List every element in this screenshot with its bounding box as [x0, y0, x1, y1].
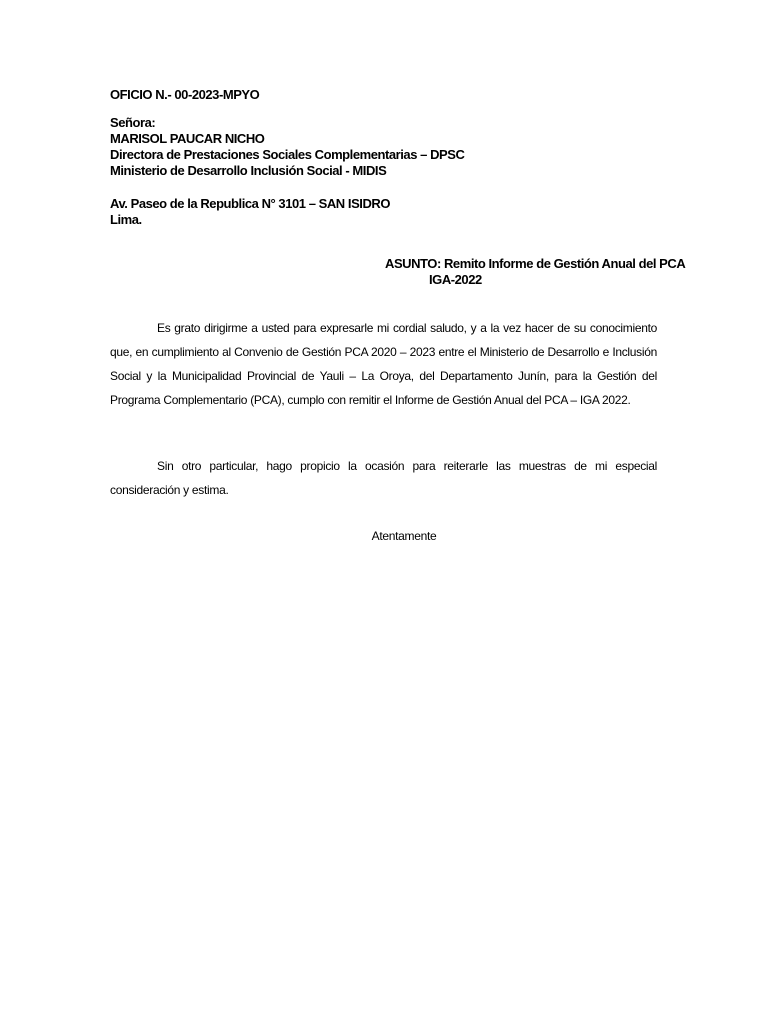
body-paragraph-1: Es grato dirigirme a usted para expresarle mi cordial saludo, y a la vez hacer de su conocimiento que, en cumplimiento al Convenio de Gestión PCA 2020 – 2023 entre el Ministerio de Desarrollo e Inclusión Social y la Municipalidad Provincial de Yauli – La Oroya, del Departamento Junín, para la Gestión del Programa Complementario (PCA), cumplo con remitir el Informe de Gestión Anual del PCA – IGA 2022.	[110, 321, 657, 407]
address-block	[110, 196, 390, 228]
address-street: Av. Paseo de la Republica N° 3101 – SAN ISIDRO	[110, 196, 390, 211]
recipient-name: MARISOL PAUCAR NICHO	[110, 131, 265, 146]
address-city: Lima.	[110, 212, 142, 227]
subject-block	[385, 256, 685, 288]
recipient-block	[110, 115, 464, 179]
closing-text: Atentamente	[371, 529, 437, 543]
oficio-number: OFICIO N.- 00-2023-MPYO	[110, 87, 260, 102]
recipient-institution: Ministerio de Desarrollo Inclusión Social - MIDIS	[110, 163, 387, 178]
subject-code: IGA-2022	[429, 272, 482, 287]
recipient-position: Directora de Prestaciones Sociales Complementarias – DPSC	[110, 147, 465, 162]
subject-line: ASUNTO: Remito Informe de Gestión Anual del PCA	[385, 256, 686, 271]
document-reference	[110, 87, 259, 103]
body-paragraph-2: Sin otro particular, hago propicio la ocasión para reiterarle las muestras de mi especial consideración y estima.	[110, 459, 657, 497]
recipient-salutation: Señora:	[110, 115, 156, 130]
